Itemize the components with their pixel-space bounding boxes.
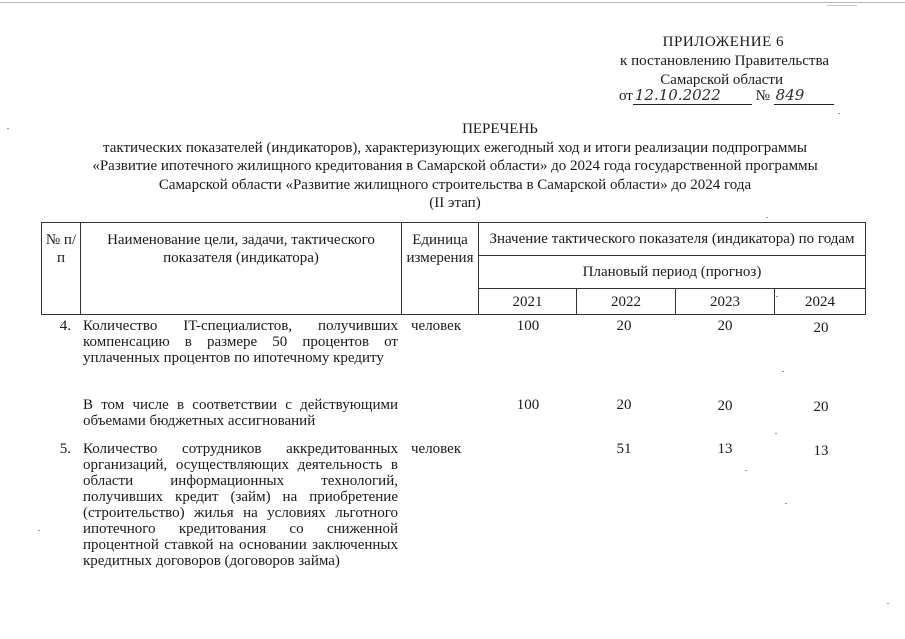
row-number: 5. [59, 441, 71, 457]
decree-date: 12.10.2022 [633, 86, 752, 105]
scan-speck [7, 128, 9, 129]
value-2022: 51 [616, 441, 632, 457]
row-name: Количество сотрудников аккредитованных организаций, осуществляющих деятельность в области информационных технологий, получивших кредит (займ) на приобретение (строительство) жилья на условиях льготного ипотечного кредитования со сниженной процентной ставкой на основании заключенных кредитных договоров (договоров займа) [83, 441, 398, 569]
scan-speck [766, 217, 768, 218]
header-year-2021: 2021 [479, 289, 577, 315]
scan-speck [782, 371, 784, 372]
header-values: Значение тактического показателя (индикатора) по годам [479, 223, 866, 256]
decree-line [619, 86, 834, 105]
appendix-block [589, 33, 829, 90]
header-year-2022: 2022 [577, 289, 676, 315]
header-year-2024: 2024 [775, 289, 866, 315]
header-period: Плановый период (прогноз) [479, 256, 866, 289]
scan-speck [745, 470, 747, 471]
appendix-line-1: к постановлению Правительства [620, 53, 829, 69]
value-2024: 20 [813, 399, 829, 415]
heading-line-1: тактических показателей (индикаторов), характеризующих ежегодный ход и итоги реализации подпрограммы [102, 139, 807, 156]
number-prefix: № [755, 88, 770, 104]
heading-stage: (II этап) [429, 195, 481, 211]
scan-speck [38, 530, 40, 531]
value-2021: 100 [516, 397, 540, 413]
document-heading [40, 120, 870, 213]
scan-speck [887, 603, 889, 604]
row-unit: человек [411, 318, 462, 334]
decree-number: 849 [774, 86, 834, 105]
scan-speck [775, 433, 777, 434]
header-num: № п/п [42, 223, 81, 315]
page-top-edge [0, 2, 905, 3]
date-prefix: от [619, 88, 633, 104]
scan-speck [776, 296, 778, 297]
heading-line-2: «Развитие ипотечного жилищного кредитования в Самарской области» до 2024 года государственной программы [92, 158, 818, 174]
value-2021: 100 [516, 318, 540, 334]
value-2023: 20 [717, 318, 733, 334]
appendix-title: ПРИЛОЖЕНИЕ 6 [662, 34, 784, 50]
heading-title: ПЕРЕЧЕНЬ [462, 121, 538, 137]
scan-speck [838, 113, 840, 114]
heading-line-3: Самарской области «Развитие жилищного строительства в Самарской области» до 2024 года [158, 176, 752, 193]
row-name: Количество IT-специалистов, получивших компенсацию в размере 50 процентов от уплаченных процентов по ипотечному кредиту [83, 318, 398, 366]
indicators-table-header [41, 222, 866, 315]
value-2023: 13 [717, 441, 733, 457]
scan-speck [827, 5, 857, 6]
value-2024: 20 [813, 320, 829, 336]
value-2024: 13 [813, 443, 829, 459]
row-name: В том числе в соответствии с действующими объемами бюджетных ассигнований [83, 397, 398, 429]
header-name: Наименование цели, задачи, тактического показателя (индикатора) [81, 223, 402, 315]
scan-speck [785, 503, 787, 504]
header-unit: Единица измерения [402, 223, 479, 315]
value-2023: 20 [717, 398, 733, 414]
header-year-2023: 2023 [676, 289, 775, 315]
appendix-line-2: Самарской области [660, 72, 783, 88]
value-2022: 20 [616, 397, 632, 413]
value-2022: 20 [616, 318, 632, 334]
row-number: 4. [59, 318, 71, 334]
row-unit: человек [411, 441, 462, 457]
